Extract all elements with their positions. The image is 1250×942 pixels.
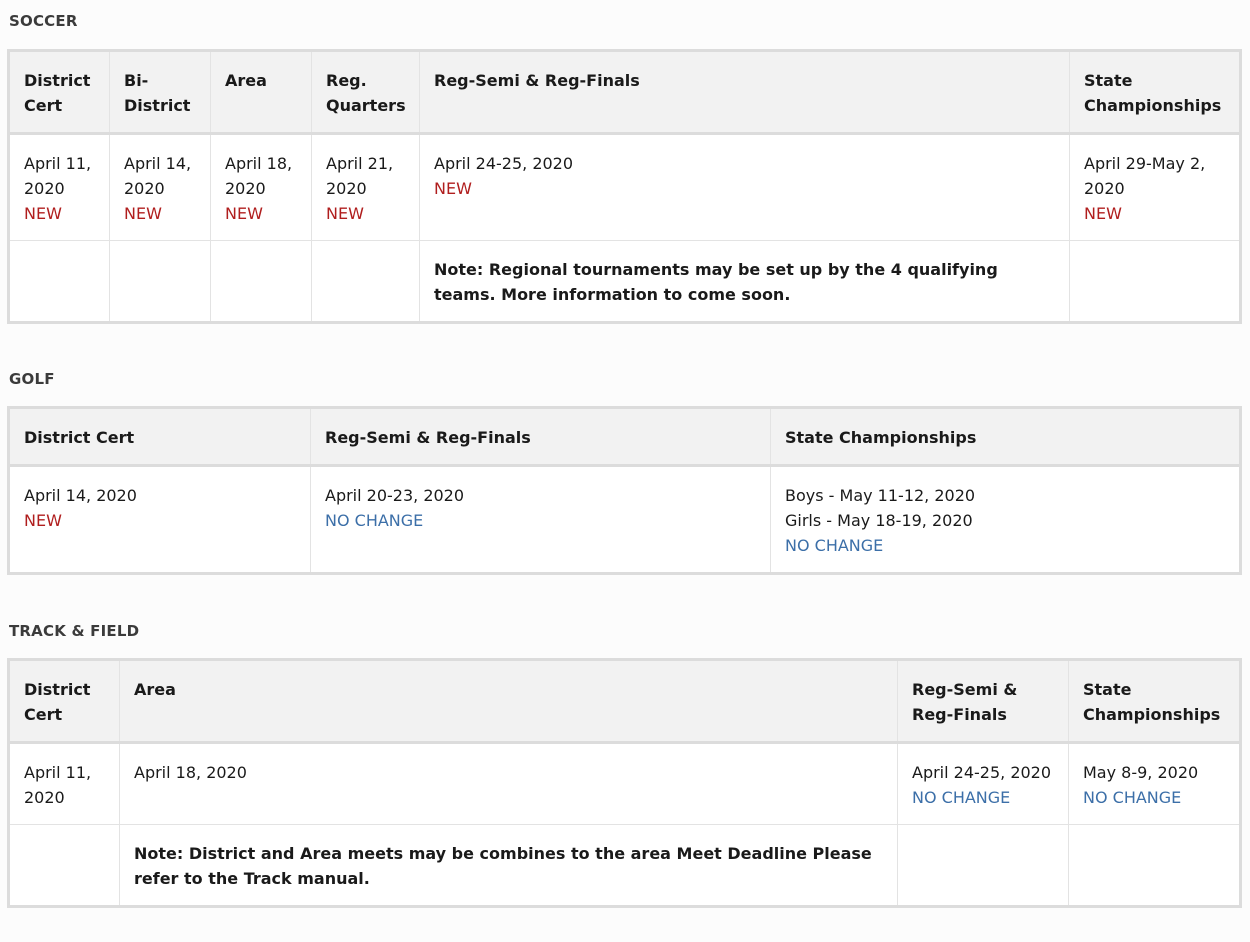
status-new: NEW: [225, 204, 263, 223]
date-text-boys: Boys - May 11-12, 2020: [785, 486, 976, 505]
empty-cell: [312, 241, 420, 323]
empty-cell: [211, 241, 312, 323]
soccer-schedule-table: [7, 49, 1242, 324]
track-note: Note: District and Area meets may be combines to the area Meet Deadline Please refer to the Track manual.: [120, 825, 898, 907]
date-cell: [1069, 743, 1241, 825]
date-cell: [120, 743, 898, 825]
date-cell: [420, 134, 1070, 241]
empty-cell: [9, 825, 120, 907]
date-cell: [9, 743, 120, 825]
date-text: April 14, 2020: [24, 486, 137, 505]
date-cell: [9, 466, 311, 574]
header-reg-semi-finals: Reg-Semi & Reg-Finals: [311, 408, 771, 466]
golf-schedule-table: [7, 406, 1242, 575]
status-no-change: NO CHANGE: [1083, 788, 1182, 807]
header-district-cert: District Cert: [9, 660, 120, 743]
status-new: NEW: [124, 204, 162, 223]
date-text: April 29-May 2, 2020: [1084, 154, 1206, 198]
soccer-section-title: SOCCER: [9, 12, 78, 30]
status-no-change: NO CHANGE: [325, 511, 424, 530]
table-header-row: [9, 51, 1241, 134]
header-bi-district: Bi-District: [110, 51, 211, 134]
empty-cell: [1070, 241, 1241, 323]
date-cell: [9, 134, 110, 241]
date-cell: [311, 466, 771, 574]
track-section-title: TRACK & FIELD: [9, 622, 140, 640]
header-state-championships: State Championships: [1069, 660, 1241, 743]
header-state-championships: State Championships: [771, 408, 1241, 466]
date-text: April 24-25, 2020: [912, 763, 1052, 782]
header-reg-quarters: Reg. Quarters: [312, 51, 420, 134]
soccer-note: Note: Regional tournaments may be set up by the 4 qualifying teams. More information to come soon.: [420, 241, 1070, 323]
date-text: April 21, 2020: [326, 154, 394, 198]
header-reg-semi-finals: Reg-Semi & Reg-Finals: [420, 51, 1070, 134]
header-reg-semi-finals: Reg-Semi & Reg-Finals: [898, 660, 1069, 743]
header-district-cert: District Cert: [9, 51, 110, 134]
date-text: April 14, 2020: [124, 154, 192, 198]
status-new: NEW: [434, 179, 472, 198]
table-row: [9, 466, 1241, 574]
table-row: [9, 743, 1241, 825]
status-new: NEW: [24, 204, 62, 223]
empty-cell: [898, 825, 1069, 907]
empty-cell: [1069, 825, 1241, 907]
empty-cell: [110, 241, 211, 323]
status-no-change: NO CHANGE: [912, 788, 1011, 807]
date-text: May 8-9, 2020: [1083, 763, 1199, 782]
date-cell: [898, 743, 1069, 825]
empty-cell: [9, 241, 110, 323]
golf-section-title: GOLF: [9, 370, 55, 388]
status-new: NEW: [326, 204, 364, 223]
date-cell: [110, 134, 211, 241]
date-text: April 24-25, 2020: [434, 154, 574, 173]
date-cell: [211, 134, 312, 241]
header-area: Area: [120, 660, 898, 743]
date-text: April 18, 2020: [225, 154, 293, 198]
date-cell: [771, 466, 1241, 574]
header-district-cert: District Cert: [9, 408, 311, 466]
date-text: April 18, 2020: [134, 763, 247, 782]
header-area: Area: [211, 51, 312, 134]
table-row: [9, 241, 1241, 323]
date-text: April 20-23, 2020: [325, 486, 465, 505]
date-text: April 11, 2020: [24, 763, 92, 807]
date-cell: [1070, 134, 1241, 241]
table-row: [9, 825, 1241, 907]
table-row: [9, 134, 1241, 241]
track-schedule-table: [7, 658, 1242, 908]
date-cell: [312, 134, 420, 241]
header-state-championships: State Championships: [1070, 51, 1241, 134]
table-header-row: [9, 408, 1241, 466]
status-new: NEW: [24, 511, 62, 530]
status-new: NEW: [1084, 204, 1122, 223]
date-text-girls: Girls - May 18-19, 2020: [785, 511, 973, 530]
status-no-change: NO CHANGE: [785, 536, 884, 555]
table-header-row: [9, 660, 1241, 743]
date-text: April 11, 2020: [24, 154, 92, 198]
